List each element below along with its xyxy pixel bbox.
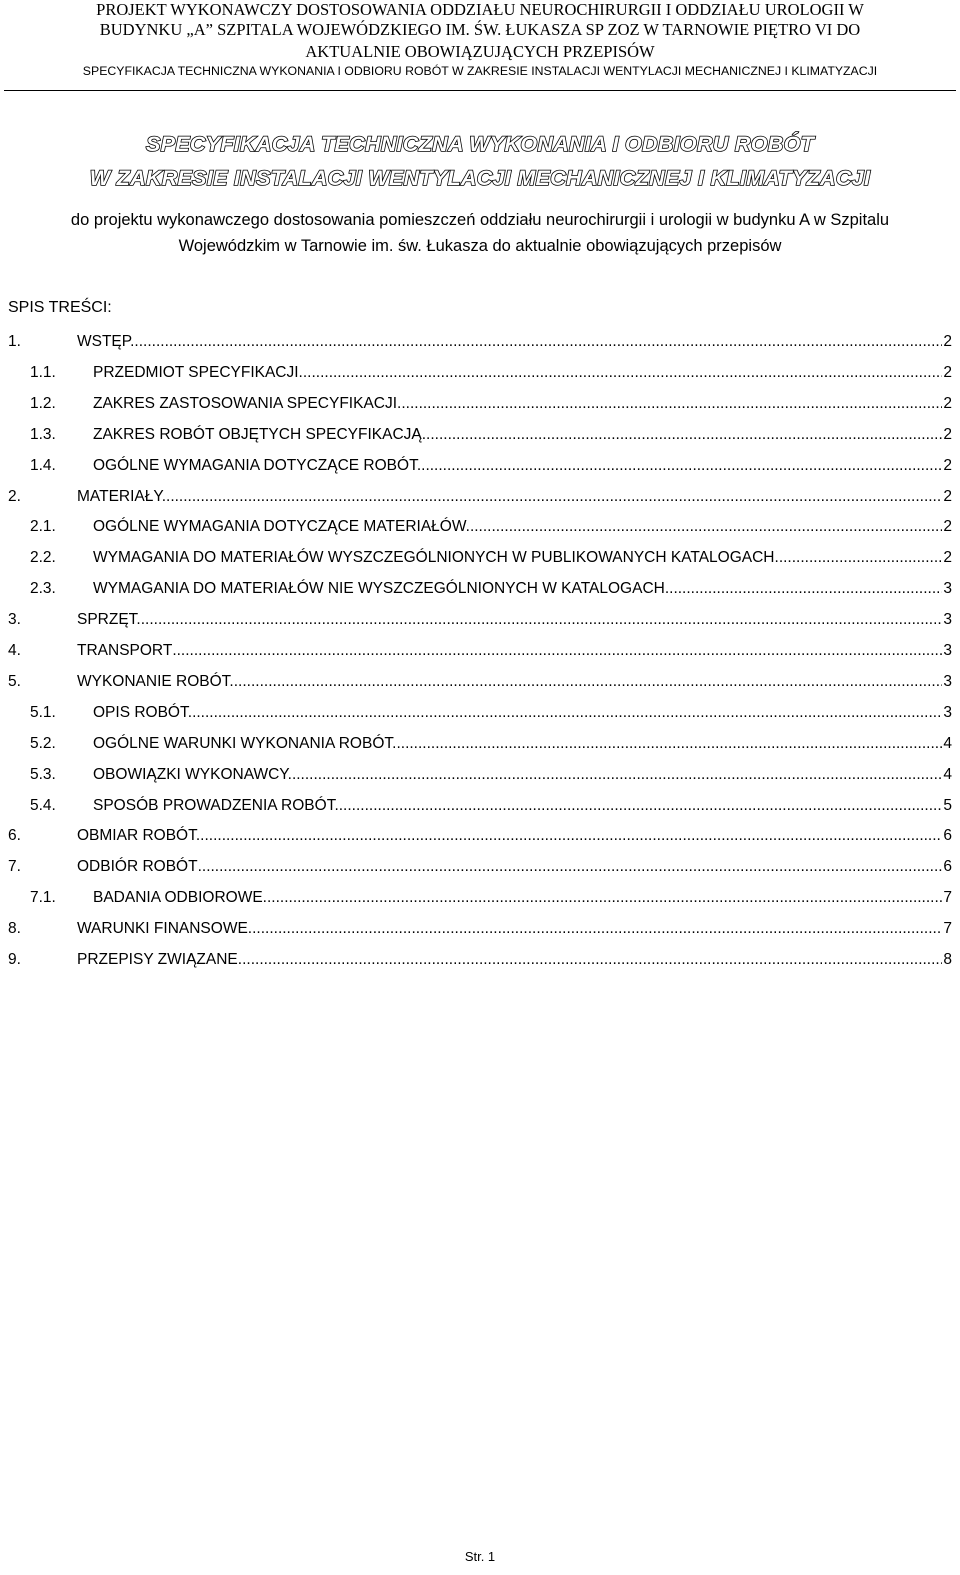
toc-entry[interactable] xyxy=(0,824,960,848)
toc-entry-line xyxy=(93,577,952,601)
toc-entry-number: 2. xyxy=(8,487,21,505)
intro-line-2: Wojewódzkim w Tarnowie im. św. Łukasza do aktualnie obowiązujących przepisów xyxy=(178,237,782,255)
toc-entry-number: 5.4. xyxy=(30,796,56,814)
toc-entry-number: 4. xyxy=(8,642,21,659)
toc-entry-title: OPIS ROBÓT. xyxy=(93,703,193,721)
toc-dot-leader xyxy=(426,423,942,447)
toc-entry-title: ZAKRES ROBÓT OBJĘTYCH SPECYFIKACJĄ. xyxy=(93,425,427,443)
toc-entry[interactable] xyxy=(0,701,960,725)
toc-entry-line xyxy=(77,485,952,509)
toc-dot-leader xyxy=(198,855,943,879)
toc-entry-line xyxy=(93,392,952,416)
toc-entry-title: WYKONANIE ROBÓT. xyxy=(77,672,234,690)
toc-entry-number: 1.2. xyxy=(30,394,56,412)
toc-entry-title: BADANIA ODBIOROWE. xyxy=(93,889,267,907)
toc-entry-title: WYMAGANIA DO MATERIAŁÓW NIE WYSZCZEGÓLNIONYCH W KATALOGACH. xyxy=(93,580,670,598)
toc-entry-title: OBMIAR ROBÓT. xyxy=(77,827,201,845)
toc-entry-number: 5. xyxy=(8,672,21,690)
toc-entry[interactable] xyxy=(0,577,960,601)
toc-entry-number: 1.1. xyxy=(30,363,56,381)
toc-entry-title: OGÓLNE WARUNKI WYKONANIA ROBÓT. xyxy=(93,734,397,752)
toc-entry[interactable] xyxy=(0,855,960,879)
toc-dot-leader xyxy=(252,917,942,941)
toc-entry-title: OGÓLNE WYMAGANIA DOTYCZĄCE ROBÓT. xyxy=(93,456,422,474)
toc-entry-page: 2 xyxy=(943,333,952,350)
toc-entry-line xyxy=(93,886,952,910)
toc-entry-line xyxy=(93,361,952,385)
toc-entry-number: 7. xyxy=(8,858,21,876)
toc-entry-number: 1.3. xyxy=(30,425,56,443)
toc-entry-number: 3. xyxy=(8,611,21,629)
toc-entry-number: 1. xyxy=(8,333,21,350)
toc-dot-leader xyxy=(267,886,942,910)
toc-dot-leader xyxy=(339,794,943,818)
toc-dot-leader xyxy=(238,948,943,972)
toc-entry[interactable] xyxy=(0,886,960,910)
toc-entry-number: 5.1. xyxy=(30,703,56,721)
toc-entry[interactable] xyxy=(0,330,960,354)
toc-entry-line xyxy=(93,454,952,478)
toc-entry-number: 2.3. xyxy=(30,580,56,598)
toc-entry-title: SPOSÓB PROWADZENIA ROBÓT. xyxy=(93,796,339,814)
toc-entry-page: 4 xyxy=(943,734,952,752)
toc-entry-page: 2 xyxy=(943,456,952,474)
toc-entry-number: 7.1. xyxy=(30,889,56,907)
toc-entry-number: 5.3. xyxy=(30,765,56,783)
toc-entry[interactable] xyxy=(0,392,960,416)
toc-entry-page: 5 xyxy=(943,796,952,814)
header-project-line-1: PROJEKT WYKONAWCZY DOSTOSOWANIA ODDZIAŁU NEUROCHIRURGII I ODDZIAŁU UROLOGII W xyxy=(96,0,864,19)
toc-dot-leader xyxy=(470,515,942,539)
toc-dot-leader xyxy=(200,824,942,848)
document-title-line-1: SPECYFIKACJA TECHNICZNA WYKONANIA I ODBIORU ROBÓT xyxy=(145,132,815,156)
toc-entry[interactable] xyxy=(0,608,960,632)
toc-entry-title: PRZEDMIOT SPECYFIKACJI. xyxy=(93,363,303,381)
toc-entry-line xyxy=(77,824,952,848)
toc-dot-leader xyxy=(669,577,942,601)
toc-entry[interactable] xyxy=(0,917,960,941)
toc-entry-title: OBOWIĄZKI WYKONAWCY. xyxy=(93,765,292,783)
toc-dot-leader xyxy=(192,701,942,725)
toc-entry-page: 6 xyxy=(943,858,952,876)
toc-heading: SPIS TREŚCI: xyxy=(8,299,112,316)
toc-entry-line xyxy=(77,639,952,663)
toc-entry-page: 7 xyxy=(943,889,952,907)
toc-dot-leader xyxy=(779,546,943,570)
toc-entry[interactable] xyxy=(0,794,960,818)
toc-dot-leader xyxy=(421,454,942,478)
toc-entry-page: 3 xyxy=(943,580,952,598)
header-divider xyxy=(4,90,956,91)
toc-entry-page: 2 xyxy=(943,518,952,536)
toc-entry-page: 2 xyxy=(943,425,952,443)
toc-entry-line xyxy=(93,546,952,570)
toc-entry[interactable] xyxy=(0,515,960,539)
toc-entry-line xyxy=(93,423,952,447)
toc-entry-page: 8 xyxy=(943,951,952,968)
header-spec-subtitle: SPECYFIKACJA TECHNICZNA WYKONANIA I ODBIORU ROBÓT W ZAKRESIE INSTALACJI WENTYLACJI MECHANICZNEJ I KLIMATYZACJI xyxy=(82,64,878,78)
toc-entry-line xyxy=(77,917,952,941)
toc-dot-leader xyxy=(134,330,942,354)
toc-dot-leader xyxy=(166,485,942,509)
toc-entry-page: 7 xyxy=(943,920,952,938)
toc-entry[interactable] xyxy=(0,546,960,570)
toc-entry-number: 2.1. xyxy=(30,518,56,536)
toc-dot-leader xyxy=(396,732,942,756)
header-project-line-3: AKTUALNIE OBOWIĄZUJĄCYCH PRZEPISÓW xyxy=(305,42,655,61)
toc-entry[interactable] xyxy=(0,423,960,447)
toc-entry-page: 2 xyxy=(943,549,952,567)
toc-entry-page: 2 xyxy=(943,363,952,381)
toc-dot-leader xyxy=(401,392,942,416)
toc-entry-page: 3 xyxy=(943,672,952,690)
toc-entry[interactable] xyxy=(0,670,960,694)
document-title-line-2: W ZAKRESIE INSTALACJI WENTYLACJI MECHANICZNEJ I KLIMATYZACJI xyxy=(89,166,871,190)
toc-entry-number: 1.4. xyxy=(30,456,56,474)
header-project-line-2: BUDYNKU „A” SZPITALA WOJEWÓDZKIEGO IM. ŚW. ŁUKASZA SP ZOZ W TARNOWIE PIĘTRO VI DO xyxy=(99,20,861,39)
toc-dot-leader xyxy=(141,608,943,632)
toc-entry[interactable] xyxy=(0,948,960,972)
toc-entry-title: WARUNKI FINANSOWE. xyxy=(77,920,253,938)
toc-entry-line xyxy=(93,794,952,818)
toc-entry-number: 9. xyxy=(8,951,21,968)
toc-entry-page: 6 xyxy=(943,827,952,845)
toc-entry-page: 3 xyxy=(943,611,952,629)
toc-entry-title: SPRZĘT. xyxy=(77,611,141,629)
intro-line-1: do projektu wykonawczego dostosowania pomieszczeń oddziału neurochirurgii i urologii w budynku A w Szpitalu xyxy=(70,211,890,229)
toc-entry-page: 4 xyxy=(943,765,952,783)
page-number: Str. 1 xyxy=(464,1549,496,1564)
toc-entry-page: 2 xyxy=(943,394,952,412)
toc-entry-number: 5.2. xyxy=(30,734,56,752)
toc-entry[interactable] xyxy=(0,485,960,509)
toc-entry-page: 3 xyxy=(943,703,952,721)
toc-entry-line xyxy=(77,608,952,632)
toc-entry-title: TRANSPORT xyxy=(77,642,173,659)
toc-entry-line xyxy=(77,670,952,694)
toc-entry-page: 2 xyxy=(943,487,952,505)
toc-entry-line xyxy=(93,515,952,539)
toc-entry-page: 3 xyxy=(943,642,952,659)
toc-entry-line xyxy=(77,855,952,879)
toc-entry-line xyxy=(93,701,952,725)
toc-dot-leader xyxy=(303,361,943,385)
toc-entry-title: ZAKRES ZASTOSOWANIA SPECYFIKACJI. xyxy=(93,394,402,412)
toc-dot-leader xyxy=(172,639,942,663)
toc-entry-title: ODBIÓR ROBÓT xyxy=(77,858,198,876)
toc-dot-leader xyxy=(292,763,942,787)
toc-entry[interactable] xyxy=(0,639,960,663)
toc-entry-line xyxy=(77,330,952,354)
toc-entry-title: WSTĘP. xyxy=(77,333,135,350)
toc-entry[interactable] xyxy=(0,454,960,478)
toc-entry-title: PRZEPISY ZWIĄZANE xyxy=(77,951,238,968)
toc-entry-number: 2.2. xyxy=(30,549,56,567)
toc-entry[interactable] xyxy=(0,361,960,385)
toc-entry[interactable] xyxy=(0,732,960,756)
toc-entry[interactable] xyxy=(0,763,960,787)
toc-entry-number: 8. xyxy=(8,920,21,938)
toc-entry-title: MATERIAŁY. xyxy=(77,487,167,505)
toc-entry-line xyxy=(93,732,952,756)
toc-dot-leader xyxy=(234,670,943,694)
toc-entry-number: 6. xyxy=(8,827,21,845)
toc-entry-line xyxy=(93,763,952,787)
toc-entry-title: WYMAGANIA DO MATERIAŁÓW WYSZCZEGÓLNIONYCH W PUBLIKOWANYCH KATALOGACH. xyxy=(93,549,779,567)
toc-entry-title: OGÓLNE WYMAGANIA DOTYCZĄCE MATERIAŁÓW. xyxy=(93,518,470,536)
toc-entry-line xyxy=(77,948,952,972)
